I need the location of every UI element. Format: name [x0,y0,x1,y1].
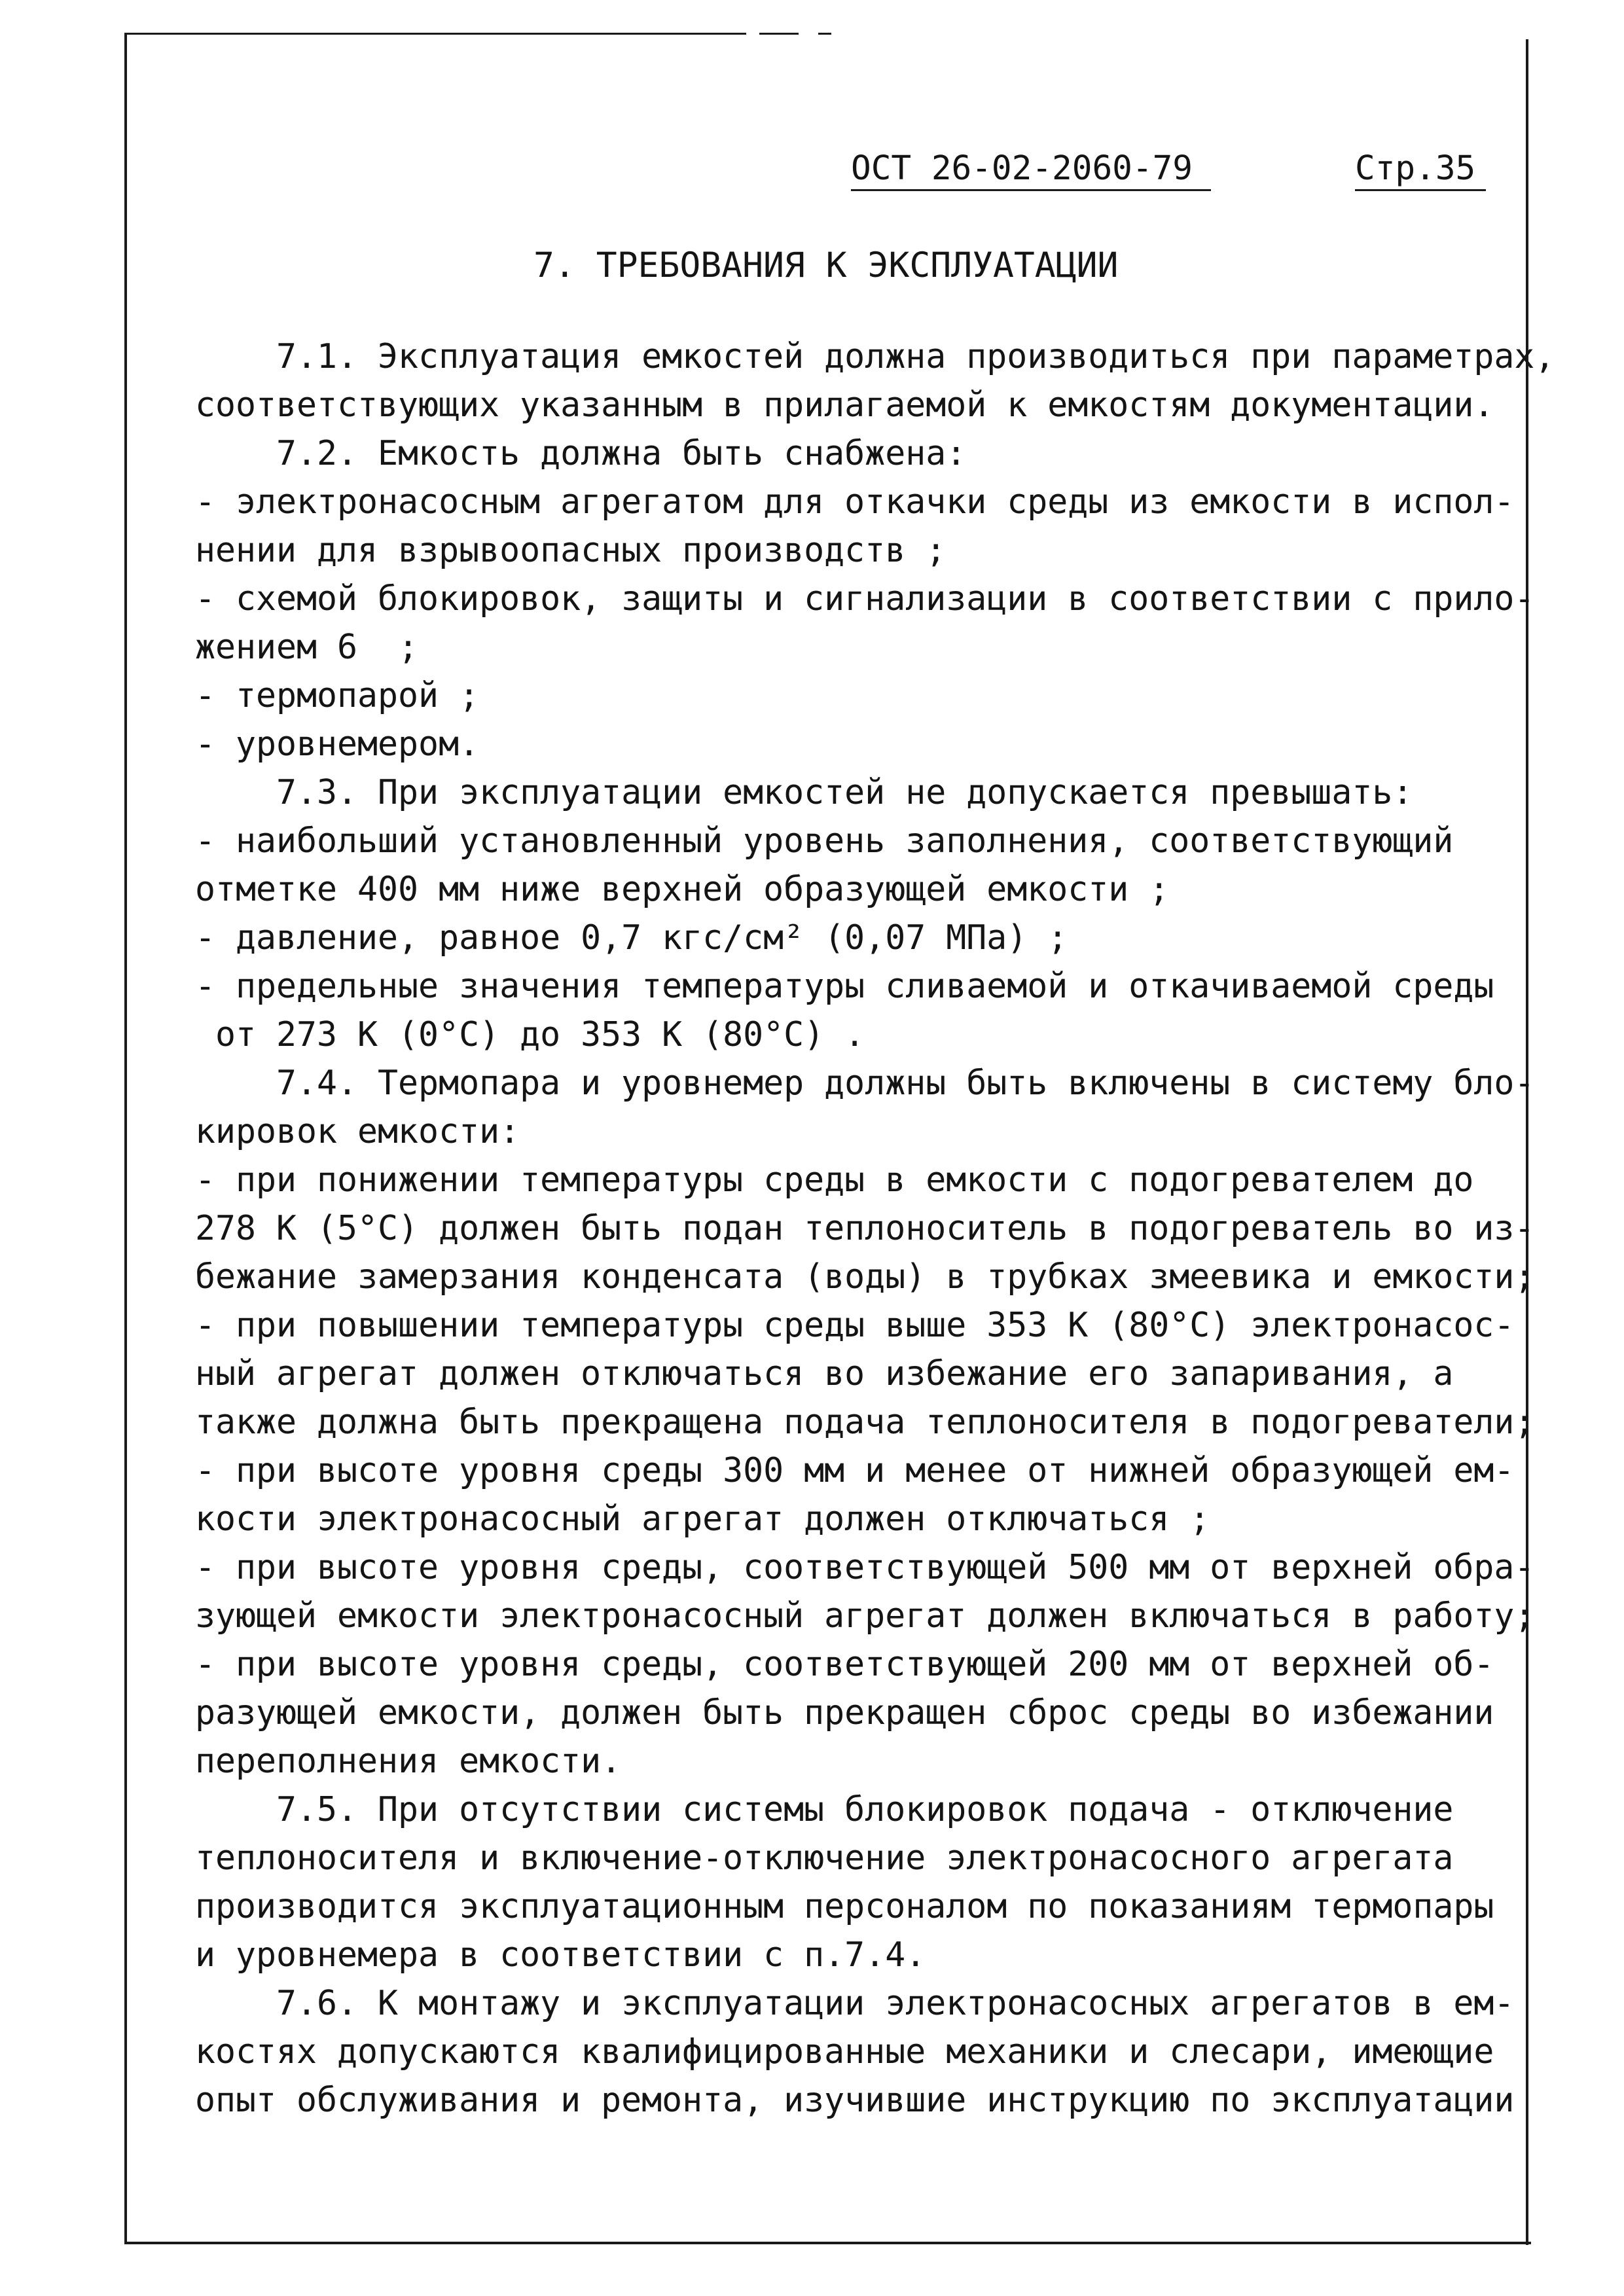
text-line: переполнения емкости. [195,1742,622,1781]
document-code: ОСТ 26-02-2060-79 [851,149,1211,191]
text-line: - при высоте уровня среды, соответствующей 500 мм от верхней обра- [195,1548,1535,1587]
text-line: 278 К (5°С) должен быть подан теплоноситель в подогреватель во из- [195,1209,1535,1248]
page-border-top-dash [759,33,799,35]
page-border-top [124,33,746,35]
page-number: Стр.35 [1355,149,1486,191]
text-line: и уровнемера в соответствии с п.7.4. [195,1935,926,1975]
text-line: соответствующих указанным в прилагаемой к емкостям документации. [195,386,1494,425]
text-line: - при высоте уровня среды 300 мм и менее от нижней образующей ем- [195,1451,1515,1490]
text-line: производится эксплуатационным персоналом по показаниям термопары [195,1887,1494,1926]
text-line: 7.1. Эксплуатация емкостей должна производиться при параметрах, [195,337,1555,376]
text-line: 7.4. Термопара и уровнемер должны быть включены в систему бло- [195,1064,1535,1103]
text-line: нении для взрывоопасных производств ; [195,531,947,570]
text-line: кости электронасосный агрегат должен отключаться ; [195,1499,1210,1539]
text-line: ный агрегат должен отключаться во избежание его запаривания, а [195,1354,1454,1393]
text-line: - термопарой ; [195,676,480,715]
text-line: - уровнемером. [195,725,480,764]
text-line: 7.6. К монтажу и эксплуатации электронасосных агрегатов в ем- [195,1984,1515,2023]
text-line: от 273 К (0°С) до 353 К (80°С) . [195,1015,865,1054]
text-line: 7.3. При эксплуатации емкостей не допускается превышать: [195,773,1413,812]
text-line: - схемой блокировок, защиты и сигнализации в соответствии с прило- [195,579,1535,619]
text-line: отметке 400 мм ниже верхней образующей емкости ; [195,870,1170,909]
text-line: 7.2. Емкость должна быть снабжена: [195,434,967,473]
text-line: - при понижении температуры среды в емкости с подогревателем до [195,1160,1474,1200]
text-line: жением 6 ; [195,628,419,667]
body-text [195,332,1555,2125]
text-line: зующей емкости электронасосный агрегат должен включаться в работу; [195,1596,1535,1636]
text-line: - наибольший установленный уровень заполнения, соответствующий [195,821,1454,861]
text-line: костях допускаются квалифицированные механики и слесари, имеющие [195,2032,1494,2072]
text-line: разующей емкости, должен быть прекращен сброс среды во избежании [195,1693,1494,1732]
text-line: - предельные значения температуры сливаемой и откачиваемой среды [195,967,1494,1006]
section-title: 7. ТРЕБОВАНИЯ К ЭКСПЛУАТАЦИИ [533,245,1119,285]
text-line: также должна быть прекращена подача теплоносителя в подогреватели; [195,1403,1535,1442]
text-line: 7.5. При отсутствии системы блокировок подача - отключение [195,1790,1454,1829]
text-line: - электронасосным агрегатом для откачки среды из емкости в испол- [195,482,1515,522]
text-line: - при повышении температуры среды выше 353 К (80°С) электронасос- [195,1306,1515,1345]
text-line: теплоносителя и включение-отключение электронасосного агрегата [195,1839,1454,1878]
text-line: бежание замерзания конденсата (воды) в трубках змеевика и емкости; [195,1257,1535,1297]
text-line: - давление, равное 0,7 кгс/см² (0,07 МПа) ; [195,918,1068,958]
text-line: - при высоте уровня среды, соответствующей 200 мм от верхней об- [195,1645,1494,1684]
text-line: опыт обслуживания и ремонта, изучившие инструкцию по эксплуатации [195,2081,1515,2120]
page-border-top-dash [818,33,831,35]
text-line: кировок емкости: [195,1112,520,1151]
